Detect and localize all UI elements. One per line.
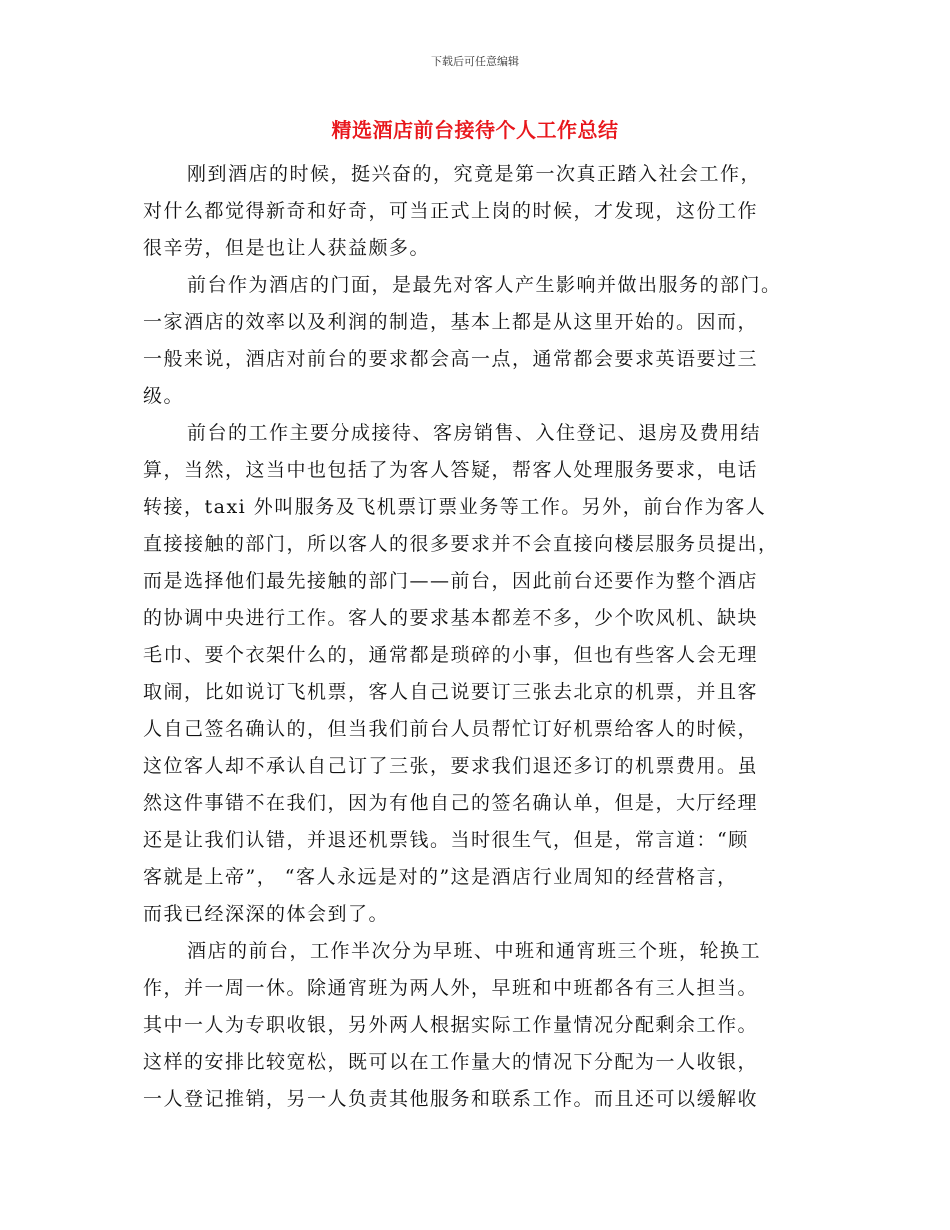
text-line: 这位客人却不承认自己订了三张，要求我们退还多订的机票费用。虽 <box>143 755 759 777</box>
text-line: 一家酒店的效率以及利润的制造，基本上都是从这里开始的。因而， <box>143 311 759 333</box>
text-line: 的协调中央进行工作。客人的要求基本都差不多，少个吹风机、缺块 <box>143 607 759 629</box>
document-title: 精选酒店前台接待个人工作总结 <box>331 118 619 142</box>
page-header-note: 下载后可任意编辑 <box>431 55 519 68</box>
text-line: 转接，taxi 外叫服务及飞机票订票业务等工作。另外，前台作为客人 <box>143 496 767 518</box>
document-body <box>143 156 823 1118</box>
text-line: 而是选择他们最先接触的部门——前台，因此前台还要作为整个酒店 <box>143 570 759 592</box>
text-line: 作，并一周一休。除通宵班为两人外，早班和中班都各有三人担当。 <box>143 977 759 999</box>
text-line: 还是让我们认错，并退还机票钱。当时很生气，但是，常言道：“顾 <box>143 829 749 851</box>
text-line: 很辛劳，但是也让人获益颇多。 <box>143 237 431 259</box>
paragraph-first-line: 前台作为酒店的门面，是最先对客人产生影响并做出服务的部门。 <box>187 274 782 296</box>
text-line: 级。 <box>143 385 185 407</box>
text-line: 算，当然，这当中也包括了为客人答疑，帮客人处理服务要求，电话 <box>143 459 759 481</box>
paragraph-first-line: 酒店的前台，工作半次分为早班、中班和通宵班三个班，轮换工 <box>187 940 762 962</box>
text-line: 而我已经深深的体会到了。 <box>143 903 390 925</box>
text-line: 对什么都觉得新奇和好奇，可当正式上岗的时候，才发现，这份工作 <box>143 200 759 222</box>
text-line: 然这件事错不在我们，因为有他自己的签名确认单，但是，大厅经理 <box>143 792 759 814</box>
text-line: 一般来说，酒店对前台的要求都会高一点，通常都会要求英语要过三 <box>143 348 759 370</box>
text-line: 这样的安排比较宽松，既可以在工作量大的情况下分配为一人收银， <box>143 1051 759 1073</box>
text-line: 人自己签名确认的，但当我们前台人员帮忙订好机票给客人的时候， <box>143 718 759 740</box>
text-line: 毛巾、要个衣架什么的，通常都是琐碎的小事，但也有些客人会无理 <box>143 644 759 666</box>
paragraph-first-line: 前台的工作主要分成接待、客房销售、入住登记、退房及费用结 <box>187 422 762 444</box>
text-line: 取闹，比如说订飞机票，客人自己说要订三张去北京的机票，并且客 <box>143 681 759 703</box>
text-line: 其中一人为专职收银，另外两人根据实际工作量情况分配剩余工作。 <box>143 1014 759 1036</box>
text-line: 一人登记推销，另一人负责其他服务和联系工作。而且还可以缓解收 <box>143 1088 759 1110</box>
text-line: 客就是上帝”， “客人永远是对的”这是酒店行业周知的经营格言， <box>143 866 738 888</box>
text-line: 直接接触的部门，所以客人的很多要求并不会直接向楼层服务员提出， <box>143 533 779 555</box>
paragraph-first-line: 刚到酒店的时候，挺兴奋的，究竟是第一次真正踏入社会工作， <box>187 163 762 185</box>
